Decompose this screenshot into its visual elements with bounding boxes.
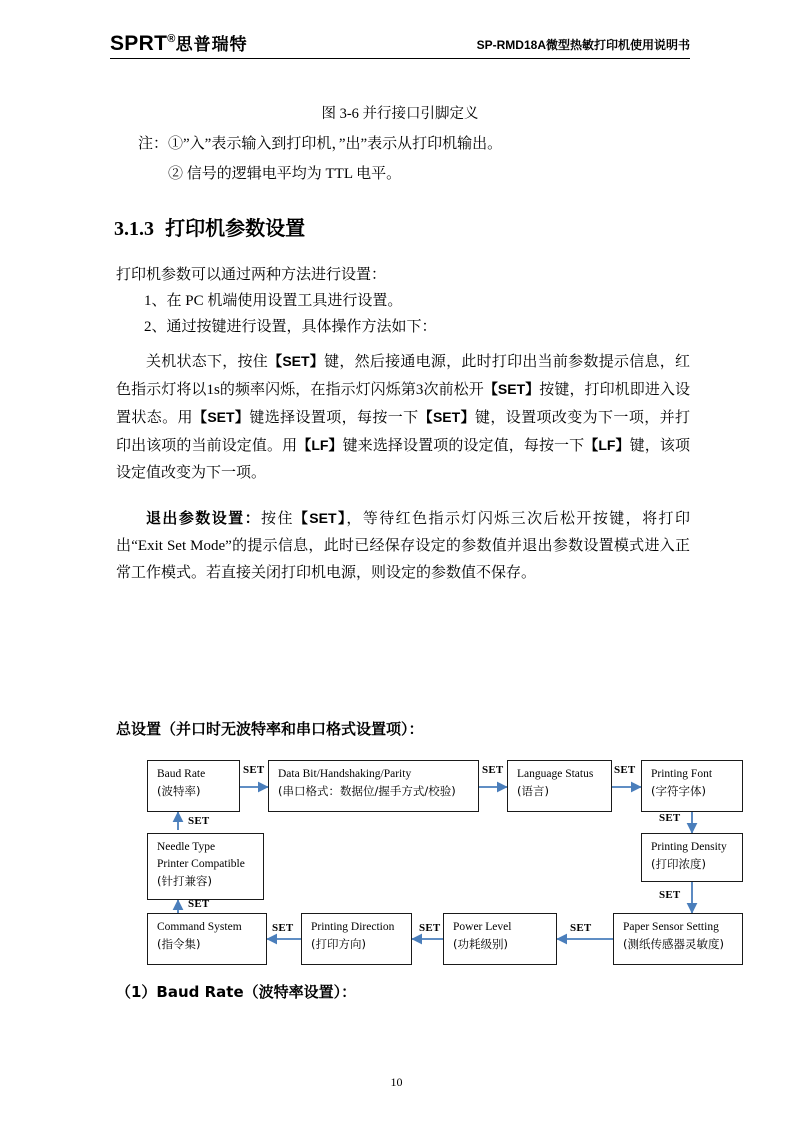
flow-node-baud-rate[interactable]: [147, 760, 240, 812]
flow-node-power-level-en: Power Level: [453, 921, 512, 933]
set-label-needle-to-baud: SET: [188, 815, 210, 827]
registered-trademark-icon: ®: [167, 33, 176, 45]
flow-node-printing-density-cn: (打印浓度): [651, 857, 706, 871]
flow-node-baud-rate-cn: (波特率): [157, 784, 201, 798]
flow-node-command-system[interactable]: [147, 913, 267, 965]
header-divider: [110, 58, 690, 59]
key-set-1: 【SET】: [268, 353, 325, 369]
flow-node-printing-density[interactable]: [641, 833, 743, 882]
flow-node-printing-font-en: Printing Font: [651, 768, 713, 780]
method-2-line: 2、通过按键进行设置，具体操作方法如下：: [144, 319, 437, 335]
flow-node-printing-font[interactable]: [641, 760, 743, 812]
brand-latin-text: SPRT: [110, 32, 168, 55]
intro-paragraph: 打印机参数可以通过两种方法进行设置：: [116, 267, 387, 283]
proc-text-c: 按键，打印机即进入设置状态。用: [116, 382, 690, 426]
flow-node-paper-sensor[interactable]: [613, 913, 743, 965]
flow-node-printing-direction[interactable]: [301, 913, 412, 965]
exit-text-a: 按住: [261, 511, 294, 527]
flow-node-language-status-cn: (语言): [517, 784, 549, 798]
flow-node-language-status-en: Language Status: [517, 768, 594, 780]
flow-node-data-bit-en: Data Bit/Handshaking/Parity: [278, 768, 412, 780]
key-set-2: 【SET】: [483, 381, 540, 397]
exit-setting-paragraph: [116, 505, 690, 587]
flow-node-printing-direction-en: Printing Direction: [311, 921, 395, 933]
flow-node-needle-type[interactable]: [147, 833, 264, 900]
flowchart-title: 总设置（并口时无波特率和串口格式设置项）：: [116, 720, 424, 738]
set-label-sensor-to-power: SET: [570, 922, 592, 934]
key-lf-1: 【LF】: [297, 437, 343, 453]
exit-text-b: ，等待红色指示灯闪烁三次后松开按键，将打印出“Exit Set Mode”的提示信息，此时已经保存设定的参数值并退出参数设置模式进入正常工作模式。若直接关闭打印机电源，则设定的参数值不保存。: [116, 511, 690, 581]
flow-node-printing-font-cn: (字符字体): [651, 784, 706, 798]
flow-node-command-system-en: Command System: [157, 921, 242, 933]
header-document-title: SP-RMD18A微型热敏打印机使用说明书: [476, 38, 690, 52]
page-header: [110, 30, 690, 60]
set-label-direction-to-command: SET: [272, 922, 294, 934]
section-title: 打印机参数设置: [165, 218, 306, 240]
section-number: 3.1.3: [114, 218, 154, 240]
set-label-power-to-direction: SET: [419, 922, 441, 934]
flow-node-language-status[interactable]: [507, 760, 612, 812]
method-1-line: 1、在 PC 机端使用设置工具进行设置。: [144, 293, 403, 309]
flow-node-needle-type-en2: Printer Compatible: [157, 858, 245, 870]
key-set-4: 【SET】: [418, 409, 475, 425]
set-label-command-to-needle: SET: [188, 898, 210, 910]
figure-note-1: 注：①”入”表示输入到打印机，”出”表示从打印机输出。: [138, 136, 503, 152]
proc-text-e: 键，设置项改变为下一项，并打印出该项的当前设定值。用: [116, 410, 690, 454]
exit-setting-label: 退出参数设置：: [146, 511, 262, 527]
flow-node-printing-direction-cn: (打印方向): [311, 937, 366, 951]
section-heading: [114, 212, 305, 241]
flow-node-power-level-cn: (功耗级别): [453, 937, 508, 951]
flow-node-data-bit-cn: (串口格式：数据位/握手方式/校验): [278, 784, 456, 798]
proc-text-f: 键来选择设置项的设定值，每按一下: [342, 438, 585, 454]
set-label-density-to-sensor: SET: [659, 889, 681, 901]
proc-text-d: 键选择设置项，每按一下: [249, 410, 419, 426]
brand-logo: [110, 30, 248, 56]
key-lf-2: 【LF】: [584, 437, 630, 453]
proc-text-g: 键，该项设定值改变为下一项。: [116, 438, 690, 481]
flow-node-paper-sensor-cn: (测纸传感器灵敏度): [623, 937, 724, 951]
setting-procedure-paragraph: [116, 348, 690, 487]
set-label-font-to-density: SET: [659, 812, 681, 824]
figure-note-2: ② 信号的逻辑电平均为 TTL 电平。: [168, 166, 402, 182]
subsection-label: （1）Baud Rate（波特率设置）：: [116, 983, 357, 1001]
flow-node-baud-rate-en: Baud Rate: [157, 768, 206, 780]
flow-node-printing-density-en: Printing Density: [651, 841, 727, 853]
brand-chinese-text: 思普瑞特: [175, 35, 248, 55]
flow-node-needle-type-en: Needle Type: [157, 841, 216, 853]
key-set-5: 【SET】: [293, 510, 347, 526]
flow-node-paper-sensor-en: Paper Sensor Setting: [623, 921, 719, 933]
proc-text-a: 关机状态下，按住: [146, 354, 269, 370]
set-label-language-to-font: SET: [614, 764, 636, 776]
set-label-databit-to-language: SET: [482, 764, 504, 776]
flow-node-power-level[interactable]: [443, 913, 557, 965]
figure-caption: 图 3-6 并行接口引脚定义: [321, 106, 479, 122]
key-set-3: 【SET】: [192, 409, 250, 425]
flow-node-data-bit[interactable]: [268, 760, 479, 812]
flow-node-needle-type-cn: (针打兼容): [157, 874, 212, 888]
proc-text-b: 键，然后接通电源，此时打印出当前参数提示信息，红色指示灯将以1s的频率闪烁，在指示灯闪烁第3次前松开: [116, 354, 690, 398]
page-number: 10: [390, 1075, 403, 1089]
flow-node-command-system-cn: (指令集): [157, 937, 201, 951]
set-label-baud-to-databit: SET: [243, 764, 265, 776]
